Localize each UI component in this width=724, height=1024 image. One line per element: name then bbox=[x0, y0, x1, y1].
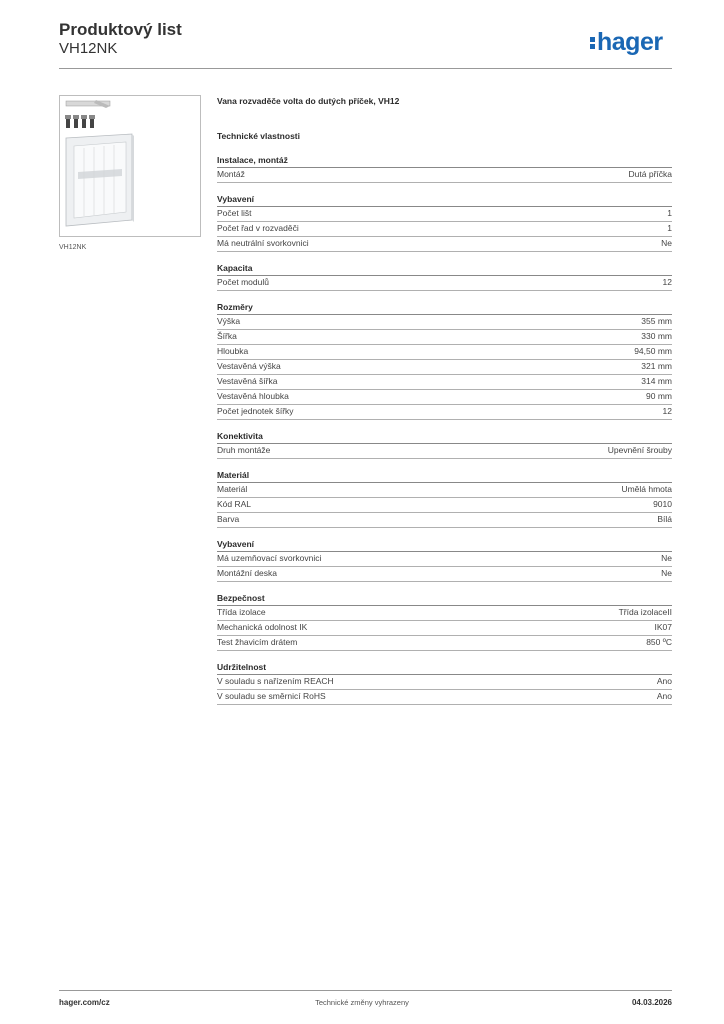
spec-value: Upevnění šrouby bbox=[607, 445, 672, 455]
spec-label: Montážní deska bbox=[217, 568, 278, 578]
spec-row bbox=[217, 552, 672, 567]
spec-label: Materiál bbox=[217, 484, 248, 494]
section-title: Udržitelnost bbox=[217, 661, 672, 675]
spec-row bbox=[217, 276, 672, 291]
spec-label: Výška bbox=[217, 316, 241, 326]
spec-row bbox=[217, 207, 672, 222]
spec-section bbox=[217, 661, 672, 705]
section-title: Rozměry bbox=[217, 301, 672, 315]
page-title: Produktový list bbox=[59, 20, 182, 39]
spec-value: 330 mm bbox=[641, 331, 672, 341]
spec-sections bbox=[217, 154, 672, 705]
logo-text: hager bbox=[597, 28, 663, 56]
spec-label: Šířka bbox=[217, 331, 237, 341]
spec-label: Mechanická odolnost IK bbox=[217, 622, 308, 632]
spec-value: Třída izolaceII bbox=[618, 607, 672, 617]
logo-dots-icon bbox=[590, 35, 595, 51]
spec-row bbox=[217, 636, 672, 651]
spec-value: Umělá hmota bbox=[621, 484, 672, 494]
spec-label: Má uzemňovací svorkovnici bbox=[217, 553, 322, 563]
spec-section bbox=[217, 193, 672, 252]
spec-row bbox=[217, 498, 672, 513]
spec-value: 850 ºC bbox=[646, 637, 672, 647]
spec-value: 355 mm bbox=[641, 316, 672, 326]
footer-date: 04.03.2026 bbox=[631, 998, 672, 1007]
spec-value: 314 mm bbox=[641, 376, 672, 386]
spec-value: Ne bbox=[661, 568, 672, 578]
spec-value: Dutá příčka bbox=[628, 169, 672, 179]
spec-label: Počet lišt bbox=[217, 208, 252, 218]
spec-section bbox=[217, 430, 672, 459]
spec-row bbox=[217, 360, 672, 375]
spec-value: Ano bbox=[656, 676, 672, 686]
spec-value: 12 bbox=[662, 277, 672, 287]
spec-label: Kód RAL bbox=[217, 499, 252, 509]
section-title: Kapacita bbox=[217, 262, 672, 276]
spec-row bbox=[217, 405, 672, 420]
spec-value: 1 bbox=[667, 223, 672, 233]
spec-label: Počet modulů bbox=[217, 277, 269, 287]
section-title: Vybavení bbox=[217, 538, 672, 552]
spec-section bbox=[217, 154, 672, 183]
product-image bbox=[59, 95, 201, 237]
spec-row bbox=[217, 168, 672, 183]
section-title: Instalace, montáž bbox=[217, 154, 672, 168]
spec-row bbox=[217, 621, 672, 636]
header-divider bbox=[59, 68, 672, 69]
spec-value: 90 mm bbox=[646, 391, 672, 401]
spec-row bbox=[217, 222, 672, 237]
spec-value: Bílá bbox=[657, 514, 672, 524]
spec-label: Hloubka bbox=[217, 346, 249, 356]
spec-label: Má neutrální svorkovnici bbox=[217, 238, 309, 248]
spec-value: 12 bbox=[662, 406, 672, 416]
spec-label: Vestavěná výška bbox=[217, 361, 281, 371]
spec-row bbox=[217, 606, 672, 621]
hager-logo bbox=[590, 28, 663, 57]
spec-row bbox=[217, 483, 672, 498]
spec-row bbox=[217, 237, 672, 252]
section-title: Bezpečnost bbox=[217, 592, 672, 606]
spec-section bbox=[217, 262, 672, 291]
spec-row bbox=[217, 330, 672, 345]
spec-sheet bbox=[217, 95, 672, 715]
section-title: Konektivita bbox=[217, 430, 672, 444]
spec-row bbox=[217, 375, 672, 390]
image-caption: VH12NK bbox=[59, 244, 87, 251]
spec-label: V souladu se směrnicí RoHS bbox=[217, 691, 326, 701]
spec-value: 9010 bbox=[653, 499, 672, 509]
spec-row bbox=[217, 567, 672, 582]
spec-label: Počet jednotek šířky bbox=[217, 406, 294, 416]
spec-label: V souladu s nařízením REACH bbox=[217, 676, 334, 686]
spec-value: IK07 bbox=[654, 622, 672, 632]
spec-row bbox=[217, 675, 672, 690]
spec-row bbox=[217, 690, 672, 705]
spec-value: Ano bbox=[656, 691, 672, 701]
spec-label: Třída izolace bbox=[217, 607, 266, 617]
section-title: Vybavení bbox=[217, 193, 672, 207]
spec-row bbox=[217, 444, 672, 459]
spec-section bbox=[217, 592, 672, 651]
tech-heading: Technické vlastnosti bbox=[217, 131, 300, 141]
spec-section bbox=[217, 538, 672, 582]
spec-label: Test žhavicím drátem bbox=[217, 637, 298, 647]
spec-row bbox=[217, 390, 672, 405]
spec-label: Počet řad v rozvaděči bbox=[217, 223, 299, 233]
footer-divider bbox=[59, 990, 672, 991]
spec-label: Montáž bbox=[217, 169, 245, 179]
spec-value: 1 bbox=[667, 208, 672, 218]
footer-website: hager.com/cz bbox=[59, 998, 110, 1007]
spec-label: Vestavěná hloubka bbox=[217, 391, 289, 401]
spec-row bbox=[217, 315, 672, 330]
spec-section bbox=[217, 469, 672, 528]
spec-value: Ne bbox=[661, 553, 672, 563]
spec-label: Vestavěná šířka bbox=[217, 376, 278, 386]
product-name: Vana rozvaděče volta do dutých příček, VH12 bbox=[217, 96, 400, 106]
spec-label: Druh montáže bbox=[217, 445, 271, 455]
product-code: VH12NK bbox=[59, 40, 118, 57]
spec-section bbox=[217, 301, 672, 420]
enclosure-illustration-icon bbox=[60, 96, 200, 236]
spec-row bbox=[217, 513, 672, 528]
spec-row bbox=[217, 345, 672, 360]
spec-value: 321 mm bbox=[641, 361, 672, 371]
spec-label: Barva bbox=[217, 514, 240, 524]
spec-value: Ne bbox=[661, 238, 672, 248]
section-title: Materiál bbox=[217, 469, 672, 483]
footer-disclaimer: Technické změny vyhrazeny bbox=[315, 998, 409, 1007]
spec-value: 94,50 mm bbox=[634, 346, 672, 356]
